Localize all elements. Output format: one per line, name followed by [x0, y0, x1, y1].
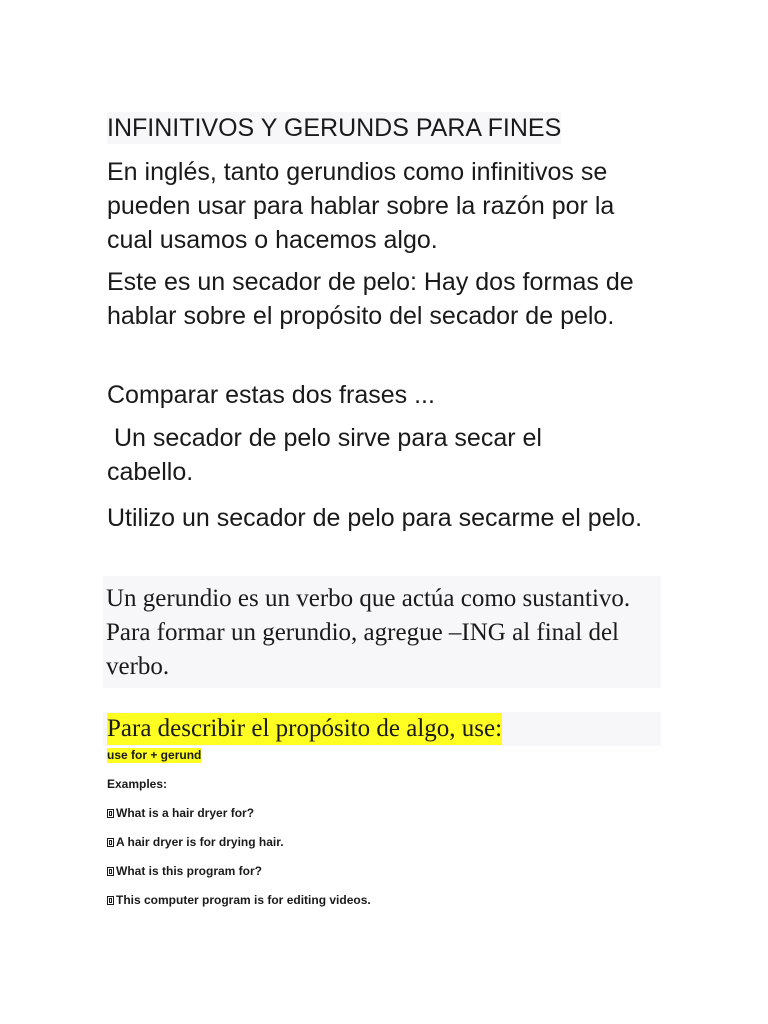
document-title: INFINITIVOS Y GERUNDS PARA FINES	[107, 114, 562, 142]
bullet-box-icon	[107, 896, 114, 905]
paragraph-intro: En inglés, tanto gerundios como infinitivos se pueden usar para hablar sobre la razón por la cual usamos o hacemos algo.	[107, 158, 615, 254]
example-text: What is this program for?	[116, 864, 263, 878]
paragraph-sentence-two: Utilizo un secador de pelo para secarme el pelo.	[107, 504, 643, 532]
example-text: This computer program is for editing videos.	[116, 893, 371, 907]
paragraph-hair-dryer: Este es un secador de pelo: Hay dos formas de hablar sobre el propósito del secador de pelo.	[107, 268, 634, 330]
bullet-box-icon	[107, 838, 114, 847]
example-item	[107, 864, 262, 879]
example-text: A hair dryer is for drying hair.	[116, 835, 284, 849]
rule-text: use for + gerund	[107, 748, 202, 762]
paragraph-compare: Comparar estas dos frases ...	[107, 381, 435, 409]
example-item	[107, 893, 371, 908]
paragraph-sentence-one: Un secador de pelo sirve para secar el cabello.	[107, 424, 549, 486]
examples-label: Examples:	[107, 777, 168, 791]
bullet-box-icon	[107, 809, 114, 818]
rule-line	[107, 748, 201, 763]
example-item	[107, 806, 254, 821]
describe-purpose-line	[107, 713, 502, 745]
describe-purpose-text: Para describir el propósito de algo, use:	[107, 713, 502, 745]
example-item	[107, 835, 284, 850]
gerund-definition: Un gerundio es un verbo que actúa como sustantivo. Para formar un gerundio, agregue –ING al final del verbo.	[103, 576, 661, 688]
bullet-box-icon	[107, 867, 114, 876]
example-text: What is a hair dryer for?	[116, 806, 255, 820]
